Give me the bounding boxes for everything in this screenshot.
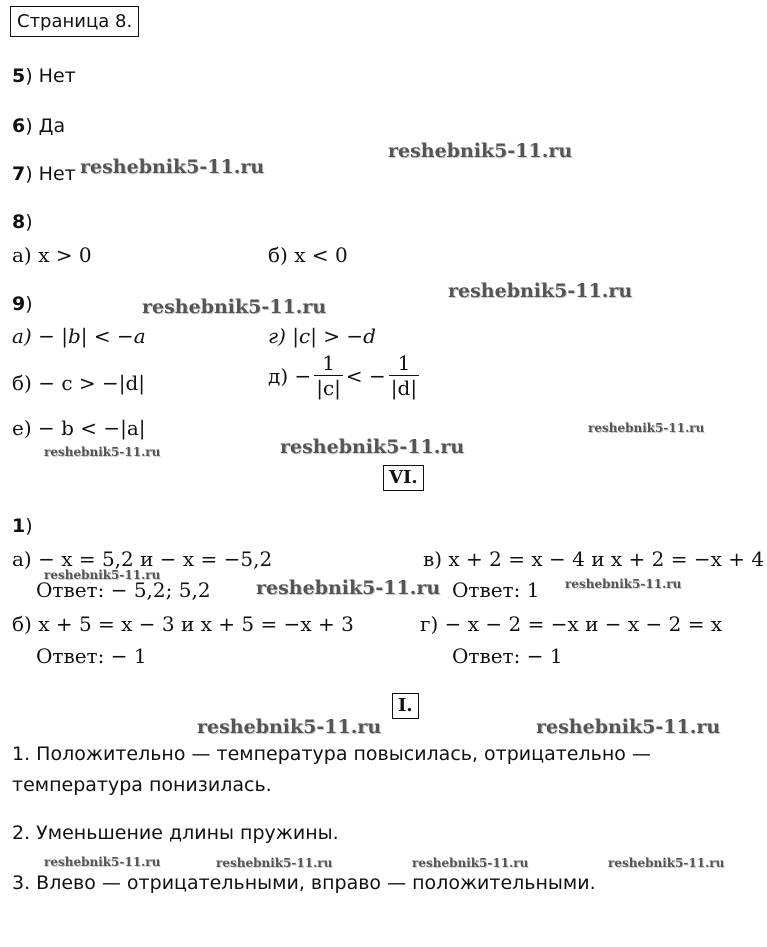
- item-8b: б) x < 0: [268, 243, 348, 267]
- watermark: reshebnik5-11.ru: [142, 296, 327, 318]
- section-i-label: I.: [392, 693, 419, 719]
- watermark: reshebnik5-11.ru: [44, 445, 161, 459]
- answer-3: 3. Влево — отрицательными, вправо — положительными.: [12, 872, 596, 894]
- vi-item-1g-answer: Ответ: − 1: [452, 644, 563, 668]
- watermark: reshebnik5-11.ru: [256, 577, 441, 599]
- watermark: reshebnik5-11.ru: [216, 856, 333, 870]
- item-9d: д) − $\frac{1}{|c|}$ < − $\frac{1}{|d|}$: [268, 351, 418, 400]
- watermark: reshebnik5-11.ru: [412, 856, 529, 870]
- vi-item-1v-answer: Ответ: 1: [452, 578, 540, 602]
- vi-item-1v: в) x + 2 = x − 4 и x + 2 = −x + 4: [423, 547, 765, 571]
- item-5: 5) Нет: [12, 65, 76, 87]
- watermark: reshebnik5-11.ru: [588, 421, 705, 435]
- page-label: Страница 8.: [10, 6, 139, 37]
- item-9b: б) − c > −|d|: [12, 371, 146, 395]
- answer-1-line-2: температура понизилась.: [12, 774, 272, 796]
- item-7: 7) Нет: [12, 163, 76, 185]
- watermark: reshebnik5-11.ru: [197, 716, 382, 738]
- fraction-c: $\frac{1}{|c|}$: [316, 351, 341, 400]
- watermark: reshebnik5-11.ru: [448, 280, 633, 302]
- item-8a: а) x > 0: [12, 243, 92, 267]
- watermark: reshebnik5-11.ru: [536, 716, 721, 738]
- answer-2: 2. Уменьшение длины пружины.: [12, 822, 339, 844]
- item-9g: г) |c| > −d: [268, 324, 376, 348]
- watermark: reshebnik5-11.ru: [608, 856, 725, 870]
- vi-item-1a: а) − x = 5,2 и − x = −5,2: [12, 547, 273, 571]
- watermark: reshebnik5-11.ru: [565, 577, 682, 591]
- item-9: 9): [12, 293, 33, 315]
- item-6: 6) Да: [12, 115, 66, 137]
- watermark: reshebnik5-11.ru: [44, 855, 161, 869]
- section-vi-label: VI.: [383, 465, 424, 491]
- fraction-d: $\frac{1}{|d|}$: [390, 351, 418, 400]
- vi-item-1a-answer: Ответ: − 5,2; 5,2: [36, 578, 211, 602]
- vi-item-1g: г) − x − 2 = −x и − x − 2 = x: [420, 612, 723, 636]
- watermark: reshebnik5-11.ru: [388, 140, 573, 162]
- watermark: reshebnik5-11.ru: [280, 436, 465, 458]
- vi-item-1b: б) x + 5 = x − 3 и x + 5 = −x + 3: [12, 612, 354, 636]
- answer-1-line-1: 1. Положительно — температура повысилась, отрицательно —: [12, 743, 651, 765]
- watermark: reshebnik5-11.ru: [80, 156, 265, 178]
- item-9a: а) − |b| < −a: [12, 324, 146, 348]
- vi-item-1: 1): [12, 515, 33, 537]
- watermark: reshebnik5-11.ru: [44, 568, 161, 582]
- item-8: 8): [12, 211, 33, 233]
- item-9e: е) − b < −|a|: [12, 416, 146, 440]
- vi-item-1b-answer: Ответ: − 1: [36, 644, 147, 668]
